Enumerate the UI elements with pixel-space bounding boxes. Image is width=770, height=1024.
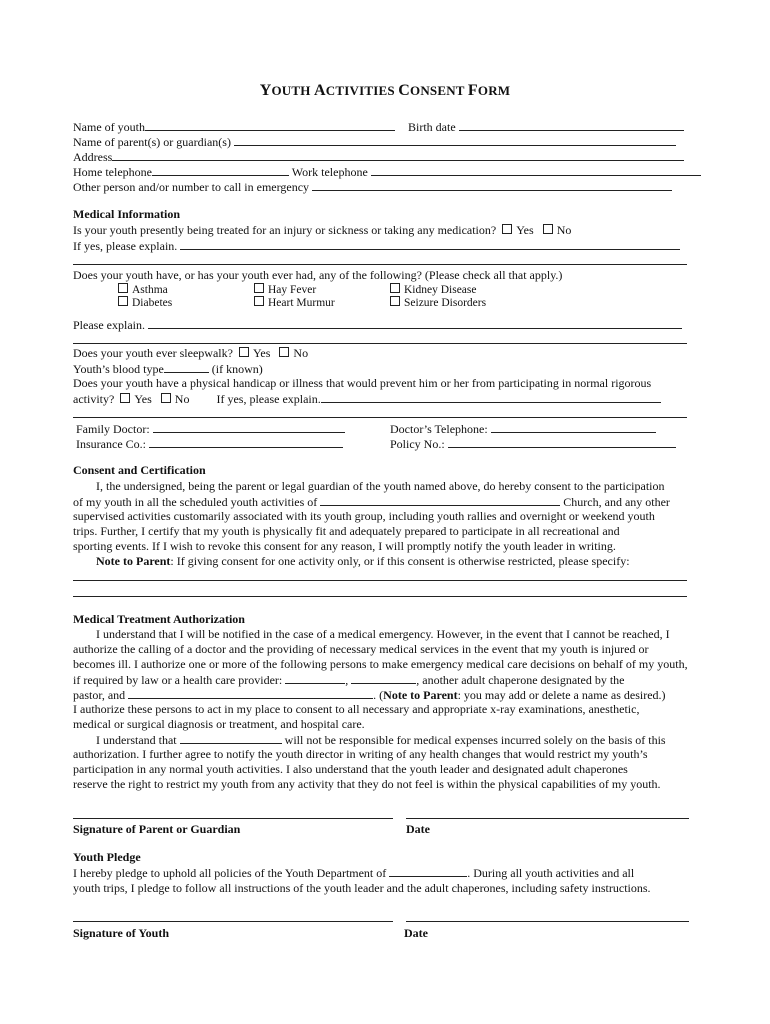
parents-row: Name of parent(s) or guardian(s) [73,134,676,150]
form-title: YOUTH ACTIVITIES CONSENT FORM [259,82,511,99]
organization-field[interactable] [180,732,282,744]
sleepwalk-no-checkbox[interactable] [279,347,289,357]
checkbox-icon[interactable] [118,283,128,293]
treatment-line-2: authorize the calling of a doctor and the providing of necessary medical services in the event that my youth is injured or [73,642,649,656]
treatment-line-11: reserve the right to restrict my youth from any activity that they do not feel is within the physical capabilities of my youth. [73,777,661,791]
checkbox-icon[interactable] [118,296,128,306]
treatment-line-8: I understand that will not be responsible for medical expenses incurred solely on the basis of this [96,733,666,747]
medication-question: Is your youth presently being treated for an injury or sickness or taking any medication? Yes No [73,223,572,237]
restriction-line-2[interactable] [73,596,687,597]
insurance-row: Insurance Co.: [76,436,343,452]
birth-date-field[interactable] [459,119,684,131]
handicap-answer-row: activity? Yes No If yes, please explain. [73,391,661,407]
medication-yes-checkbox[interactable] [502,224,512,234]
treatment-line-5: pastor, and . (Note to Parent: you may add or delete a name as desired.) [73,688,666,702]
provider-field-2[interactable] [351,672,416,684]
youth-date-label: Date [404,926,428,940]
treatment-line-7: medical or surgical diagnosis or treatment, and hospital care. [73,717,365,731]
heart-murmur-checkbox-row[interactable]: Heart Murmur [254,296,335,309]
restriction-line-1[interactable] [73,580,687,581]
hay-fever-checkbox-row[interactable]: Hay Fever [254,283,316,296]
doctors-telephone-row: Doctor’s Telephone: [390,421,656,437]
sleepwalk-question: Does your youth ever sleepwalk? Yes No [73,346,309,360]
pledge-heading: Youth Pledge [73,850,141,864]
diabetes-checkbox-row[interactable]: Diabetes [118,296,172,309]
treatment-line-3: becomes ill. I authorize one or more of the following persons to make emergency medical care decisions on behalf of my youth, [73,657,688,671]
treatment-line-9: authorization. I further agree to notify the youth director in writing of any health changes that would restrict my youth’s [73,747,648,761]
explain-line[interactable] [73,343,687,344]
handicap-yes-checkbox[interactable] [120,393,130,403]
policy-field[interactable] [448,436,676,448]
youth-signature-label: Signature of Youth [73,926,170,940]
insurance-field[interactable] [149,436,343,448]
parents-field[interactable] [234,134,676,146]
family-doctor-row: Family Doctor: [76,421,345,437]
parent-date-line[interactable] [406,818,689,819]
treatment-line-1: I understand that I will be notified in the case of a medical emergency. However, in the event that I cannot be reached, I [96,627,670,641]
checkbox-icon[interactable] [254,296,264,306]
seizure-disorders-checkbox-row[interactable]: Seizure Disorders [390,296,486,309]
handicap-explain-field[interactable] [321,391,661,403]
consent-note: Note to Parent: If giving consent for one activity only, or if this consent is otherwise restricted, please specify: [96,554,630,568]
conditions-explain-field[interactable] [148,317,682,329]
doctors-telephone-field[interactable] [491,421,656,433]
additional-person-field[interactable] [128,687,373,699]
treatment-heading: Medical Treatment Authorization [73,612,245,626]
policy-row: Policy No.: [390,436,676,452]
name-of-youth-field[interactable] [145,119,395,131]
parent-signature-label: Signature of Parent or Guardian [73,822,241,836]
consent-line-1: I, the undersigned, being the parent or legal guardian of the youth named above, do hereby consent to the participation [96,479,665,493]
conditions-question: Does your youth have, or has your youth ever had, any of the following? (Please check all that apply.) [73,268,563,282]
birth-date-row: Birth date [408,119,684,135]
consent-line-5: sporting events. If I wish to revoke this consent for any reason, I will promptly notify the youth leader in writing. [73,539,616,553]
checkbox-icon[interactable] [390,296,400,306]
blood-type-field[interactable] [164,361,209,373]
blood-type-row: Youth’s blood type (if known) [73,362,263,376]
youth-department-field[interactable] [389,865,467,877]
work-telephone-field[interactable] [371,164,701,176]
medication-no-checkbox[interactable] [543,224,553,234]
explain-line[interactable] [73,417,687,418]
telephone-row: Home telephone Work telephone [73,164,701,180]
consent-line-3: supervised activities customarily associated with its youth group, including youth rallies and overnight or weekend youth [73,509,655,523]
name-of-youth-row: Name of youth [73,119,395,135]
family-doctor-field[interactable] [153,421,345,433]
explain-line[interactable] [73,264,687,265]
youth-signature-line[interactable] [73,921,393,922]
provider-field-1[interactable] [285,672,345,684]
address-row: Address [73,149,684,165]
emergency-contact-field[interactable] [312,179,672,191]
sleepwalk-yes-checkbox[interactable] [239,347,249,357]
treatment-line-10: participation in any normal youth activities. I also understand that the youth leader and designated adult chaperones [73,762,628,776]
consent-line-2: of my youth in all the scheduled youth activities of Church, and any other [73,495,670,509]
treatment-line-4: if required by law or a health care provider: , , another adult chaperone designated by the [73,673,625,687]
medical-heading: Medical Information [73,207,180,221]
youth-date-line[interactable] [406,921,689,922]
asthma-checkbox-row[interactable]: Asthma [118,283,168,296]
treatment-line-6: I authorize these persons to act in my place to consent to all necessary and appropriate x-ray examinations, anesthetic, [73,702,640,716]
home-telephone-field[interactable] [152,164,289,176]
pledge-line-2: youth trips, I pledge to follow all instructions of the youth leader and the adult chaperones, including safety instructions. [73,881,651,895]
conditions-explain-row: Please explain. [73,317,682,333]
checkbox-icon[interactable] [254,283,264,293]
parent-date-label: Date [406,822,430,836]
emergency-row: Other person and/or number to call in emergency [73,179,672,195]
handicap-question: Does your youth have a physical handicap or illness that would prevent him or her from participating in normal rigorous [73,376,652,390]
consent-heading: Consent and Certification [73,463,206,477]
pledge-line-1: I hereby pledge to uphold all policies of the Youth Department of . During all youth activities and all [73,866,635,880]
handicap-no-checkbox[interactable] [161,393,171,403]
checkbox-icon[interactable] [390,283,400,293]
church-name-field[interactable] [320,494,560,506]
address-field[interactable] [112,149,684,161]
parent-signature-line[interactable] [73,818,393,819]
medication-explain-row: If yes, please explain. [73,238,680,254]
medication-explain-field[interactable] [180,238,680,250]
consent-line-4: trips. Further, I certify that my youth is physically fit and adequately prepared to participate in all recreational and [73,524,620,538]
kidney-disease-checkbox-row[interactable]: Kidney Disease [390,283,477,296]
